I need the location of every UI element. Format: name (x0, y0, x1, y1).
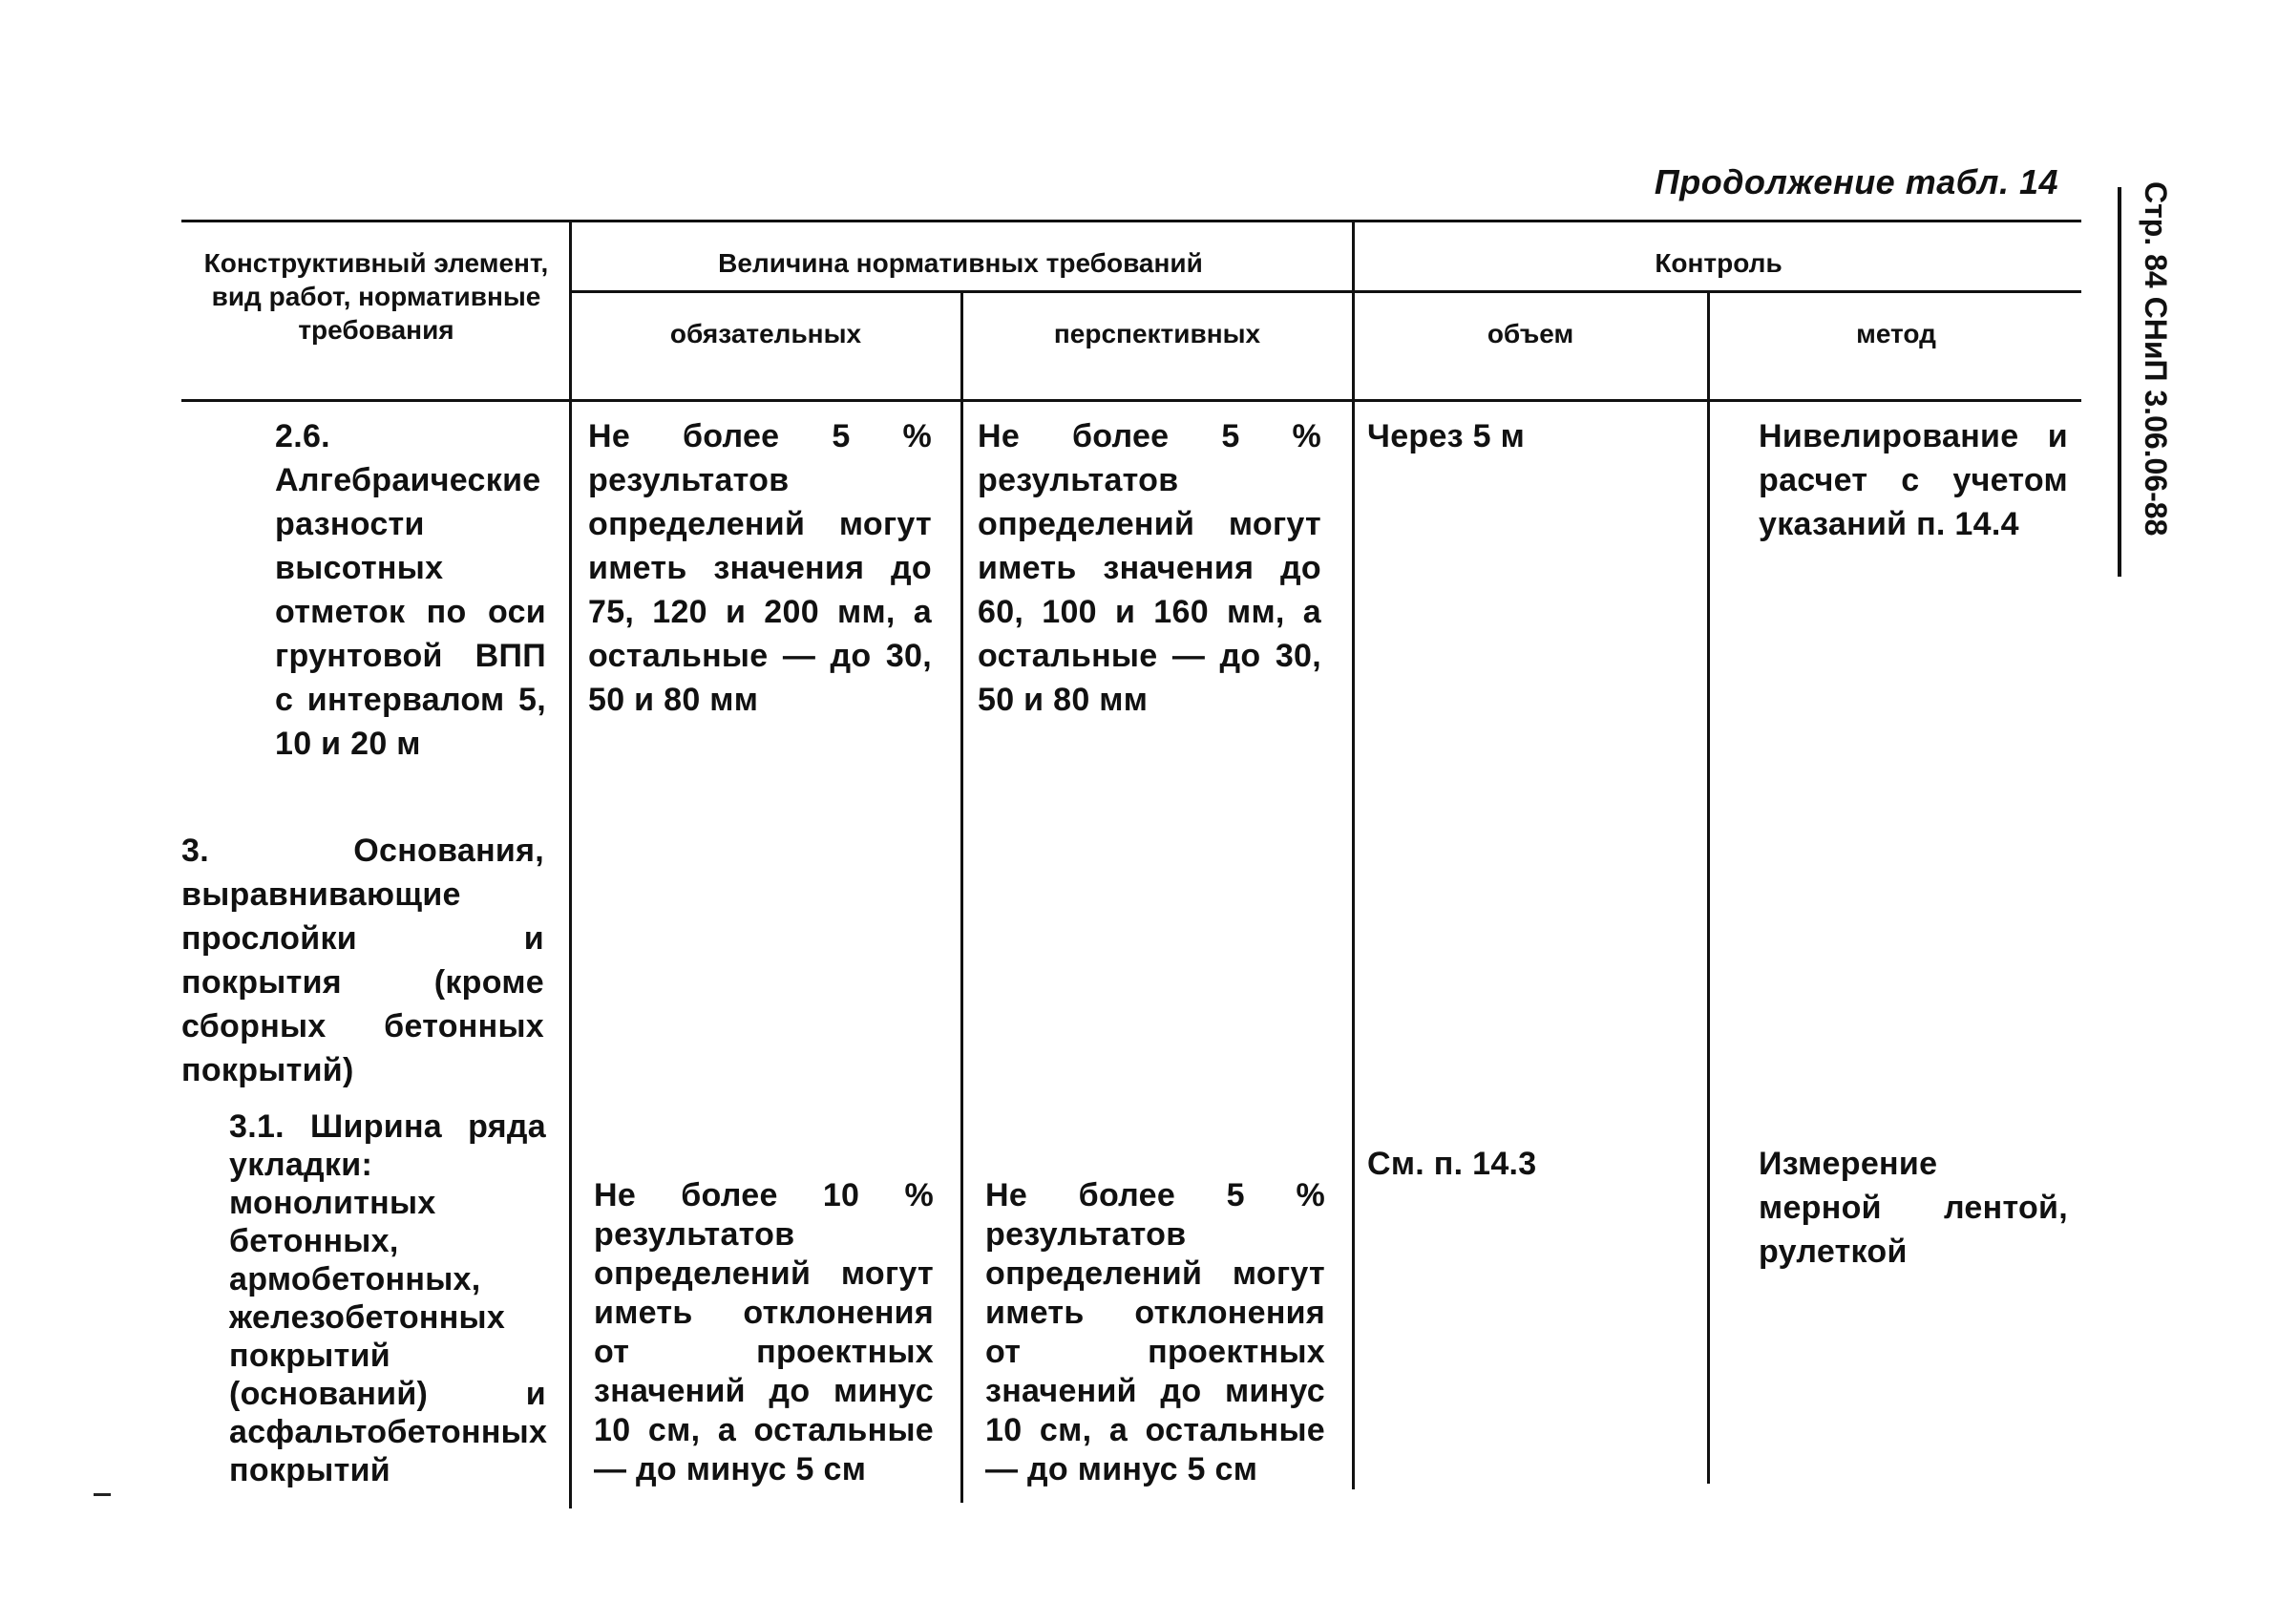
row-3-1-volume: См. п. 14.3 (1367, 1146, 1537, 1182)
row-3-1-method: Измерение мерной лентой, рулеткой (1759, 1146, 2068, 1270)
row-2-6-prospective: Не более 5 % результатов определений могут иметь значения до 60, 100 и 160 мм, а остальные — до 30, 50 и 80 мм (978, 418, 1321, 718)
row-2-6-method: Нивелирование и расчет с учетом указаний п. 14.4 (1759, 418, 2068, 542)
header-values: Величина нормативных требований (718, 248, 1203, 278)
row-2-6-volume: Через 5 м (1367, 418, 1526, 454)
row-2-6-mandatory: Не более 5 % результатов определений могут иметь значения до 75, 120 и 200 мм, а остальные — до 30, 50 и 80 мм (588, 418, 932, 718)
header-prospective: перспективных (1053, 319, 1261, 348)
margin-dash (94, 1493, 111, 1496)
col-rule-2 (960, 290, 963, 1503)
row-3-1-prospective: Не более 5 % результатов определений могут иметь отклонения от проектных значений до минус 10 см, а остальные — до минус 5 см (985, 1177, 1325, 1487)
header-volume: объем (1487, 319, 1574, 348)
col-rule-3 (1352, 220, 1355, 1489)
col-rule-1 (569, 220, 572, 1508)
col-rule-4 (1707, 290, 1710, 1484)
header-method: метод (1856, 319, 1936, 348)
header-element: Конструктивный элемент, вид работ, нормативные требования (203, 248, 549, 345)
row-2-6-element: 2.6. Алгебраические разности высотных отметок по оси грунтовой ВПП с интервалом 5, 10 и 20 м (275, 418, 546, 762)
header-mandatory: обязательных (669, 319, 862, 348)
header-bottom-rule (181, 399, 2081, 402)
header-sub-rule (569, 290, 2081, 293)
row-3-element: 3. Основания, выравнивающие прослойки и покрытия (кроме сборных бетонных покрытий) (181, 833, 544, 1088)
row-3-1-mandatory: Не более 10 % результатов определений могут иметь отклонения от проектных значений до минус 10 см, а остальные — до минус 5 см (594, 1177, 934, 1487)
table-top-rule (181, 220, 2081, 222)
table-caption: Продолжение табл. 14 (1654, 162, 2058, 201)
row-3-1-element: 3.1. Ширина ряда укладки: монолитных бетонных, армобетонных, железобетонных покрытий (оснований) и асфальтобетонных покрытий (229, 1108, 548, 1488)
header-control: Контроль (1655, 248, 1782, 278)
sidebar-rule (2118, 187, 2121, 577)
page-sidebar-label: Стр. 84 СНиП 3.06.06-88 (2139, 181, 2173, 537)
